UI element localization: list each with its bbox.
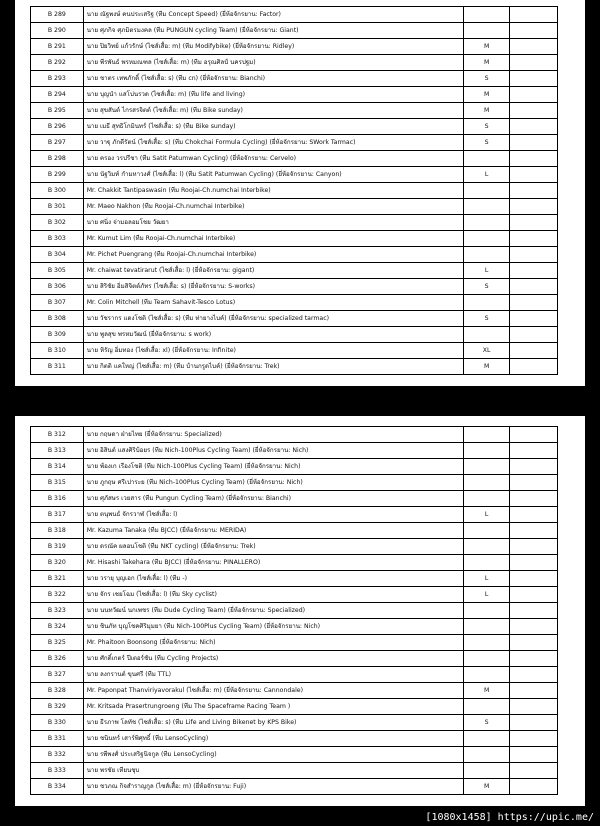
shirt-size-cell: M [464,103,510,119]
bib-number-cell: B 299 [31,167,84,183]
table-row [31,667,558,683]
bib-number-cell: B 327 [31,667,84,683]
shirt-size-cell [464,443,510,459]
participant-name-cell: นาย เมธี สุทธิโกมินทร์ (ไซส์เสื้อ: s) (ทีม Bike sunday) [83,119,464,135]
table-row [31,779,558,795]
participant-name-cell: นาย บุญนำ แสโบ่นรวด (ไซส์เสื้อ: m) (ทีม life and living) [83,87,464,103]
shirt-size-cell: L [464,263,510,279]
shirt-size-cell: S [464,135,510,151]
bib-number-cell: B 331 [31,731,84,747]
participant-table [30,6,558,375]
bib-number-cell: B 332 [31,747,84,763]
shirt-size-cell: S [464,119,510,135]
empty-cell [509,311,557,327]
table-row [31,39,558,55]
empty-cell [509,7,557,23]
bib-number-cell: B 289 [31,7,84,23]
bib-number-cell: B 321 [31,571,84,587]
empty-cell [509,119,557,135]
table-row [31,55,558,71]
shirt-size-cell [464,427,510,443]
document-page-1 [15,0,585,386]
shirt-size-cell [464,603,510,619]
bib-number-cell: B 316 [31,491,84,507]
table-row [31,715,558,731]
watermark-text: [1080x1458] https://upic.me/ [425,812,594,823]
shirt-size-cell [464,763,510,779]
table-row [31,539,558,555]
participant-name-cell: นาย ศนิ่ง จ่ามอลอมโชย วัฒยา [83,215,464,231]
bib-number-cell: B 300 [31,183,84,199]
participant-name-cell: Mr. Pichet Puengrang (ทีม Roojai-Ch.numchai Interbike) [83,247,464,263]
shirt-size-cell: L [464,571,510,587]
bib-number-cell: B 295 [31,103,84,119]
empty-cell [509,295,557,311]
participant-name-cell: นาย ตนุพนธ์ จักรวาฬ (ไซส์เสื้อ: l) [83,507,464,523]
participant-name-cell: นาย อิสินต์ แสงศิริบ้อยร (ทีม Nich-100Plus Cycling Team) (ยี่ห้อจักรยาน: Nich) [83,443,464,459]
empty-cell [509,327,557,343]
table-row [31,459,558,475]
table-row [31,359,558,375]
table-row [31,683,558,699]
participant-name-cell: นาย รพีพงศ์ ประเสริฐนิจกูล (ทีม LensoCycling) [83,747,464,763]
empty-cell [509,231,557,247]
empty-cell [509,103,557,119]
participant-name-cell: นาย ชินภัท บุญโชคศิริมุมยา (ทีม Nich-100Plus Cycling Team) (ยี่ห้อจักรยาน: Nich) [83,619,464,635]
participant-name-cell: นาย หิรัญ อิ่มทอง (ไซส์เสื้อ: xl) (ยี่ห้อจักรยาน: Infinite) [83,343,464,359]
bib-number-cell: B 328 [31,683,84,699]
empty-cell [509,71,557,87]
participant-name-cell: นาย พีรพันธ์ พรหมณฑล (ไซส์เสื้อ: m) (ทีม อรุณศิลป์ นครปฐม) [83,55,464,71]
bib-number-cell: B 293 [31,71,84,87]
participant-name-cell: นาย ชวภณ กิจสำราญกูล (ไซส์เสื้อ: m) (ยี่ห้อจักรยาน: Fuji) [83,779,464,795]
empty-cell [509,715,557,731]
table-row [31,199,558,215]
participant-name-cell: Mr. Phaitoon Boonsong (ยี่ห้อจักรยาน: Nich) [83,635,464,651]
shirt-size-cell: M [464,683,510,699]
table-row [31,571,558,587]
bib-number-cell: B 311 [31,359,84,375]
shirt-size-cell: M [464,55,510,71]
participant-name-cell: นาย จักร เชยโฉม (ไซส์เสื้อ: l) (ทีม Sky cyclist) [83,587,464,603]
table-row [31,763,558,779]
empty-cell [509,731,557,747]
bib-number-cell: B 291 [31,39,84,55]
table-row [31,119,558,135]
table-row [31,103,558,119]
shirt-size-cell [464,151,510,167]
participant-name-cell: Mr. Maeo Nakhon (ทีม Roojai-Ch.numchai Interbike) [83,199,464,215]
table-row [31,247,558,263]
participant-name-cell: นาย ครอง วรปรีชา (ทีม Satit Patumwan Cycling) (ยี่ห้อจักรยาน: Cervelo) [83,151,464,167]
shirt-size-cell: L [464,587,510,603]
table-row [31,87,558,103]
table-row [31,603,558,619]
empty-cell [509,475,557,491]
participant-name-cell: Mr. Paponpat Thanviriyavorakul (ไซส์เสื้อ: m) (ยี่ห้อจักรยาน: Cannondale) [83,683,464,699]
empty-cell [509,39,557,55]
shirt-size-cell [464,491,510,507]
shirt-size-cell [464,215,510,231]
empty-cell [509,635,557,651]
bib-number-cell: B 298 [31,151,84,167]
empty-cell [509,183,557,199]
participant-name-cell: นาย นนทวัฒน์ นกเพชร (ทีม Dude Cycling Team) (ยี่ห้อจักรยาน: Specialized) [83,603,464,619]
empty-cell [509,491,557,507]
bib-number-cell: B 323 [31,603,84,619]
shirt-size-cell: S [464,71,510,87]
participant-name-cell: นาย กิตติ แคใหญ่ (ไซส์เสื้อ: m) (ทีม บ้านกรูดไบค์) (ยี่ห้อจักรยาน: Trek) [83,359,464,375]
table-row [31,327,558,343]
shirt-size-cell: M [464,359,510,375]
bib-number-cell: B 290 [31,23,84,39]
participant-name-cell: นาย ดรณัค ผลอนโชติ (ทีม NKT cycling) (ยี่ห้อจักรยาน: Trek) [83,539,464,555]
shirt-size-cell [464,23,510,39]
table-row [31,427,558,443]
empty-cell [509,763,557,779]
shirt-size-cell [464,555,510,571]
table-row [31,587,558,603]
participant-name-cell: Mr. Colin Mitchell (ทีม Team Sahavit-Tesco Lotus) [83,295,464,311]
empty-cell [509,587,557,603]
table-row [31,279,558,295]
empty-cell [509,359,557,375]
bib-number-cell: B 322 [31,587,84,603]
empty-cell [509,279,557,295]
table-row [31,619,558,635]
table-row [31,747,558,763]
bib-number-cell: B 309 [31,327,84,343]
table-row [31,151,558,167]
empty-cell [509,555,557,571]
participant-name-cell: นาย ศุภัสษร เวยสาร (ทีม Pungun Cycling Team) (ยี่ห้อจักรยาน: Bianchi) [83,491,464,507]
bib-number-cell: B 314 [31,459,84,475]
participant-name-cell: Mr. Chakkit Tantipaswasin (ทีม Roojai-Ch.numchai Interbike) [83,183,464,199]
participant-name-cell: นาย วาฐุ ภักดีรัตน์ (ไซส์เสื้อ: s) (ทีม Chokchai Formula Cycling) (ยี่ห้อจักรยาน: SWork Tarmac) [83,135,464,151]
participant-name-cell: นาย สิริชัย อิ่มสิจิตต์ภัทร (ไซส์เสื้อ: s) (ยี่ห้อจักรยาน: S-works) [83,279,464,295]
table-row [31,295,558,311]
empty-cell [509,247,557,263]
participant-name-cell: นาย ชนินทร์ เสาร์พิศุทธิ์ (ทีม LensoCycling) [83,731,464,747]
bib-number-cell: B 292 [31,55,84,71]
bib-number-cell: B 296 [31,119,84,135]
empty-cell [509,667,557,683]
shirt-size-cell [464,199,510,215]
empty-cell [509,87,557,103]
empty-cell [509,459,557,475]
bib-number-cell: B 330 [31,715,84,731]
table-row [31,311,558,327]
shirt-size-cell [464,635,510,651]
empty-cell [509,507,557,523]
empty-cell [509,571,557,587]
bib-number-cell: B 294 [31,87,84,103]
shirt-size-cell: XL [464,343,510,359]
shirt-size-cell [464,699,510,715]
participant-name-cell: นาย ศุภกิจ ศุภมิตรมงคล (ทีม PUNGUN cycling Team) (ยี่ห้อจักรยาน: Giant) [83,23,464,39]
bib-number-cell: B 333 [31,763,84,779]
table-row [31,263,558,279]
empty-cell [509,779,557,795]
participant-name-cell: นาย พูลสุข พรหมวัฒน์ (ยี่ห้อจักรยาน: s work) [83,327,464,343]
table-row [31,635,558,651]
empty-cell [509,343,557,359]
table-row [31,555,558,571]
participant-name-cell: Mr. chaiwat tevatirarut (ไซส์เสื้อ: l) (ยี่ห้อจักรยาน: gigant) [83,263,464,279]
bib-number-cell: B 334 [31,779,84,795]
empty-cell [509,23,557,39]
bib-number-cell: B 320 [31,555,84,571]
participant-name-cell: นาย พรชัย เทียนชุบ [83,763,464,779]
bib-number-cell: B 302 [31,215,84,231]
participant-name-cell: นาย ชาตร เทพภักดิ์ (ไซส์เสื้อ: s) (ทีม cn) (ยี่ห้อจักรยาน: Bianchi) [83,71,464,87]
empty-cell [509,215,557,231]
table-row [31,651,558,667]
bib-number-cell: B 303 [31,231,84,247]
bib-number-cell: B 307 [31,295,84,311]
participant-name-cell: นาย ปิยวิทย์ แก้วรักษ์ (ไซส์เสื้อ: m) (ทีม Modifybike) (ยี่ห้อจักรยาน: Ridley) [83,39,464,55]
empty-cell [509,699,557,715]
participant-name-cell: นาย ลงกรานต์ ขุนศรี (ทีม TTL) [83,667,464,683]
participant-name-cell: Mr. Hisashi Takehara (ทีม BJCC) (ยี่ห้อจักรยาน: PINALLERO) [83,555,464,571]
participant-name-cell: Mr. Kumut Lim (ทีม Roojai-Ch.numchai Interbike) [83,231,464,247]
empty-cell [509,151,557,167]
table-row [31,491,558,507]
participant-name-cell: นาย ธีรภาพ โลทัช (ไซส์เสื้อ: s) (ทีม Life and Living Bikenet by KPS Bike) [83,715,464,731]
empty-cell [509,523,557,539]
empty-cell [509,263,557,279]
shirt-size-cell [464,7,510,23]
bib-number-cell: B 329 [31,699,84,715]
shirt-size-cell [464,731,510,747]
bib-number-cell: B 305 [31,263,84,279]
shirt-size-cell [464,247,510,263]
shirt-size-cell: S [464,311,510,327]
bib-number-cell: B 319 [31,539,84,555]
empty-cell [509,443,557,459]
participant-name-cell: นาย ณัฐพงษ์ คนประเสริฐ (ทีม Concept Speed) (ยี่ห้อจักรยาน: Factor) [83,7,464,23]
empty-cell [509,603,557,619]
shirt-size-cell: M [464,39,510,55]
participant-name-cell: นาย สุขสันต์ ไกรสรจิตต์ (ไซส์เสื้อ: m) (ทีม Bike sunday) [83,103,464,119]
table-row [31,343,558,359]
table-row [31,7,558,23]
table-row [31,183,558,199]
empty-cell [509,167,557,183]
table-row [31,507,558,523]
participant-table [30,426,558,795]
bib-number-cell: B 313 [31,443,84,459]
empty-cell [509,683,557,699]
shirt-size-cell [464,651,510,667]
participant-name-cell: นาย กฤษดา ฝ่ายไทย (ยี่ห้อจักรยาน: Specialized) [83,427,464,443]
empty-cell [509,199,557,215]
empty-cell [509,135,557,151]
participant-name-cell: นาย ศักดิ์เกตร์ ปีเตอร์ชัน (ทีม Cycling Projects) [83,651,464,667]
bib-number-cell: B 326 [31,651,84,667]
shirt-size-cell [464,523,510,539]
bib-number-cell: B 306 [31,279,84,295]
bib-number-cell: B 301 [31,199,84,215]
shirt-size-cell: S [464,279,510,295]
empty-cell [509,539,557,555]
table-row [31,731,558,747]
shirt-size-cell [464,667,510,683]
shirt-size-cell [464,539,510,555]
shirt-size-cell [464,231,510,247]
shirt-size-cell [464,327,510,343]
shirt-size-cell: M [464,87,510,103]
participant-name-cell: นาย วัชรากร แดงโชติ (ไซส์เสื้อ: s) (ทีม ท่ายางไบค์) (ยี่ห้อจักรยาน: specialized tarmac) [83,311,464,327]
bib-number-cell: B 304 [31,247,84,263]
empty-cell [509,55,557,71]
empty-cell [509,427,557,443]
empty-cell [509,747,557,763]
empty-cell [509,651,557,667]
participant-name-cell: นาย วรายุ บุญเอก (ไซส์เสื้อ: l) (ทีม -) [83,571,464,587]
participant-name-cell: นาย พ้องเก เรืองโชติ (ทีม Nich-100Plus Cycling Team) (ยี่ห้อจักรยาน: Nich) [83,459,464,475]
shirt-size-cell [464,619,510,635]
document-page-2 [15,416,585,806]
empty-cell [509,619,557,635]
shirt-size-cell [464,459,510,475]
table-row [31,71,558,87]
table-row [31,475,558,491]
table-row [31,135,558,151]
participant-name-cell: นาย ภูกฤษ ศรีเปาระย (ทีม Nich-100Plus Cycling Team) (ยี่ห้อจักรยาน: Nich) [83,475,464,491]
bib-number-cell: B 317 [31,507,84,523]
table-row [31,215,558,231]
bib-number-cell: B 297 [31,135,84,151]
shirt-size-cell: L [464,507,510,523]
bib-number-cell: B 324 [31,619,84,635]
table-row [31,231,558,247]
shirt-size-cell [464,183,510,199]
bib-number-cell: B 315 [31,475,84,491]
table-row [31,167,558,183]
bib-number-cell: B 308 [31,311,84,327]
shirt-size-cell [464,475,510,491]
bib-number-cell: B 318 [31,523,84,539]
participant-name-cell: นาย นัฐวิมท์ กำมหาวงศ์ (ไซส์เสื้อ: l) (ทีม Satit Patumwan Cycling) (ยี่ห้อจักรยาน: Canyon) [83,167,464,183]
table-row [31,443,558,459]
bib-number-cell: B 325 [31,635,84,651]
participant-name-cell: Mr. Kazuma Tanaka (ทีม BJCC) (ยี่ห้อจักรยาน: MERIDA) [83,523,464,539]
shirt-size-cell: S [464,715,510,731]
shirt-size-cell [464,295,510,311]
participant-name-cell: Mr. Kritsada Prasertrungroeng (ทีม The Spaceframe Racing Team ) [83,699,464,715]
shirt-size-cell: L [464,167,510,183]
shirt-size-cell: M [464,779,510,795]
table-row [31,23,558,39]
table-row [31,523,558,539]
table-row [31,699,558,715]
bib-number-cell: B 310 [31,343,84,359]
shirt-size-cell [464,747,510,763]
bib-number-cell: B 312 [31,427,84,443]
